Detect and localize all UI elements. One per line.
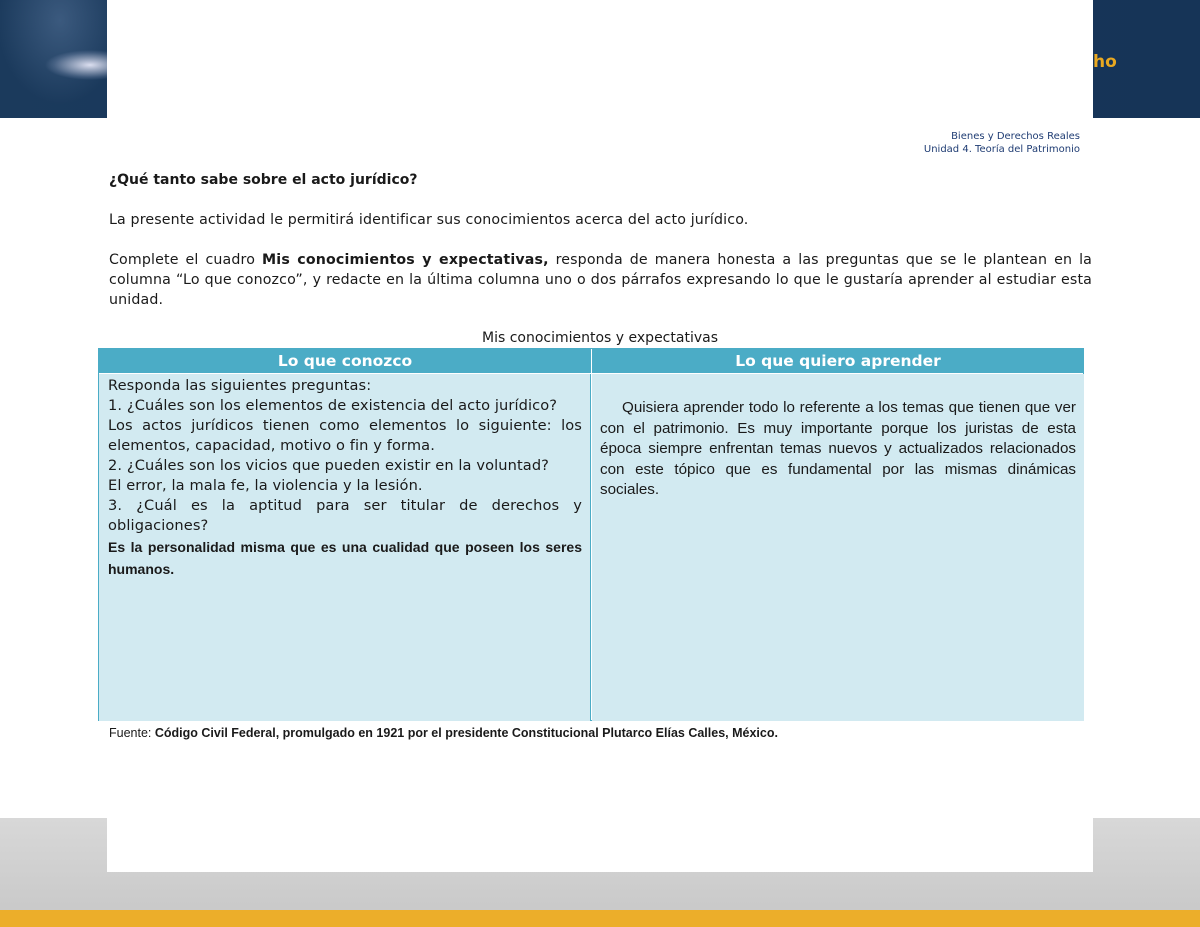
course-header bbox=[924, 130, 1080, 156]
learning-expectations-text: Quisiera aprender todo lo referente a los temas que tienen que ver con el patrimonio. Es muy importante porque los juristas de esta época siempre enfrentan temas nuevos y actualizados relacionados con este tópico que es fundamental por las mismas dinámicas sociales. bbox=[600, 399, 1076, 498]
answer-3: Es la personalidad misma que es una cualidad que poseen los seres humanos. bbox=[108, 539, 582, 577]
question-3: 3. ¿Cuál es la aptitud para ser titular de derechos y obligaciones? bbox=[108, 497, 582, 534]
course-name: Bienes y Derechos Reales bbox=[951, 131, 1080, 142]
source-citation bbox=[109, 726, 778, 740]
question-2: 2. ¿Cuáles son los vicios que pueden existir en la voluntad? bbox=[108, 457, 550, 474]
banner-swoosh-graphic bbox=[0, 0, 110, 118]
table-title: Mis conocimientos y expectativas bbox=[481, 330, 718, 346]
answer-1: Los actos jurídicos tienen como elementos lo siguiente: los elementos, capacidad, motivo o fin y forma. bbox=[108, 417, 582, 454]
header-lo-que-quiero-aprender: Lo que quiero aprender bbox=[592, 349, 1084, 373]
intro-paragraph: La presente actividad le permitirá identificar sus conocimientos acerca del acto jurídico. bbox=[109, 212, 749, 228]
questions-prompt: Responda las siguientes preguntas: bbox=[108, 377, 372, 394]
question-1: 1. ¿Cuáles son los elementos de existencia del acto jurídico? bbox=[108, 397, 558, 414]
cell-lo-que-conozco bbox=[99, 374, 591, 721]
document-page bbox=[107, 0, 1093, 872]
instructions-text-after: responda de manera honesta a las preguntas que se le plantean en la columna “Lo que conozco”, y redacte en la última columna uno o dos párrafos expresando lo que le gustaría aprender al estudiar esta unidad. bbox=[109, 252, 1093, 308]
brand-text-fragment: ho bbox=[1093, 52, 1117, 72]
bottom-gold-stripe bbox=[0, 910, 1200, 927]
answer-2: El error, la mala fe, la violencia y la lesión. bbox=[108, 477, 423, 494]
knowledge-table bbox=[98, 348, 1084, 721]
unit-name: Unidad 4. Teoría del Patrimonio bbox=[923, 144, 1080, 155]
header-lo-que-conozco: Lo que conozco bbox=[99, 349, 591, 373]
instructions-text-before: Complete el cuadro bbox=[109, 252, 263, 268]
instructions-paragraph bbox=[109, 250, 1092, 310]
source-label: Fuente: bbox=[109, 726, 155, 740]
instructions-bold: Mis conocimientos y expectativas, bbox=[262, 252, 549, 268]
cell-lo-que-quiero-aprender bbox=[592, 374, 1084, 721]
activity-title: ¿Qué tanto sabe sobre el acto jurídico? bbox=[109, 172, 418, 188]
source-text: Código Civil Federal, promulgado en 1921 por el presidente Constitucional Plutarco Elías Calles, México. bbox=[154, 726, 778, 740]
